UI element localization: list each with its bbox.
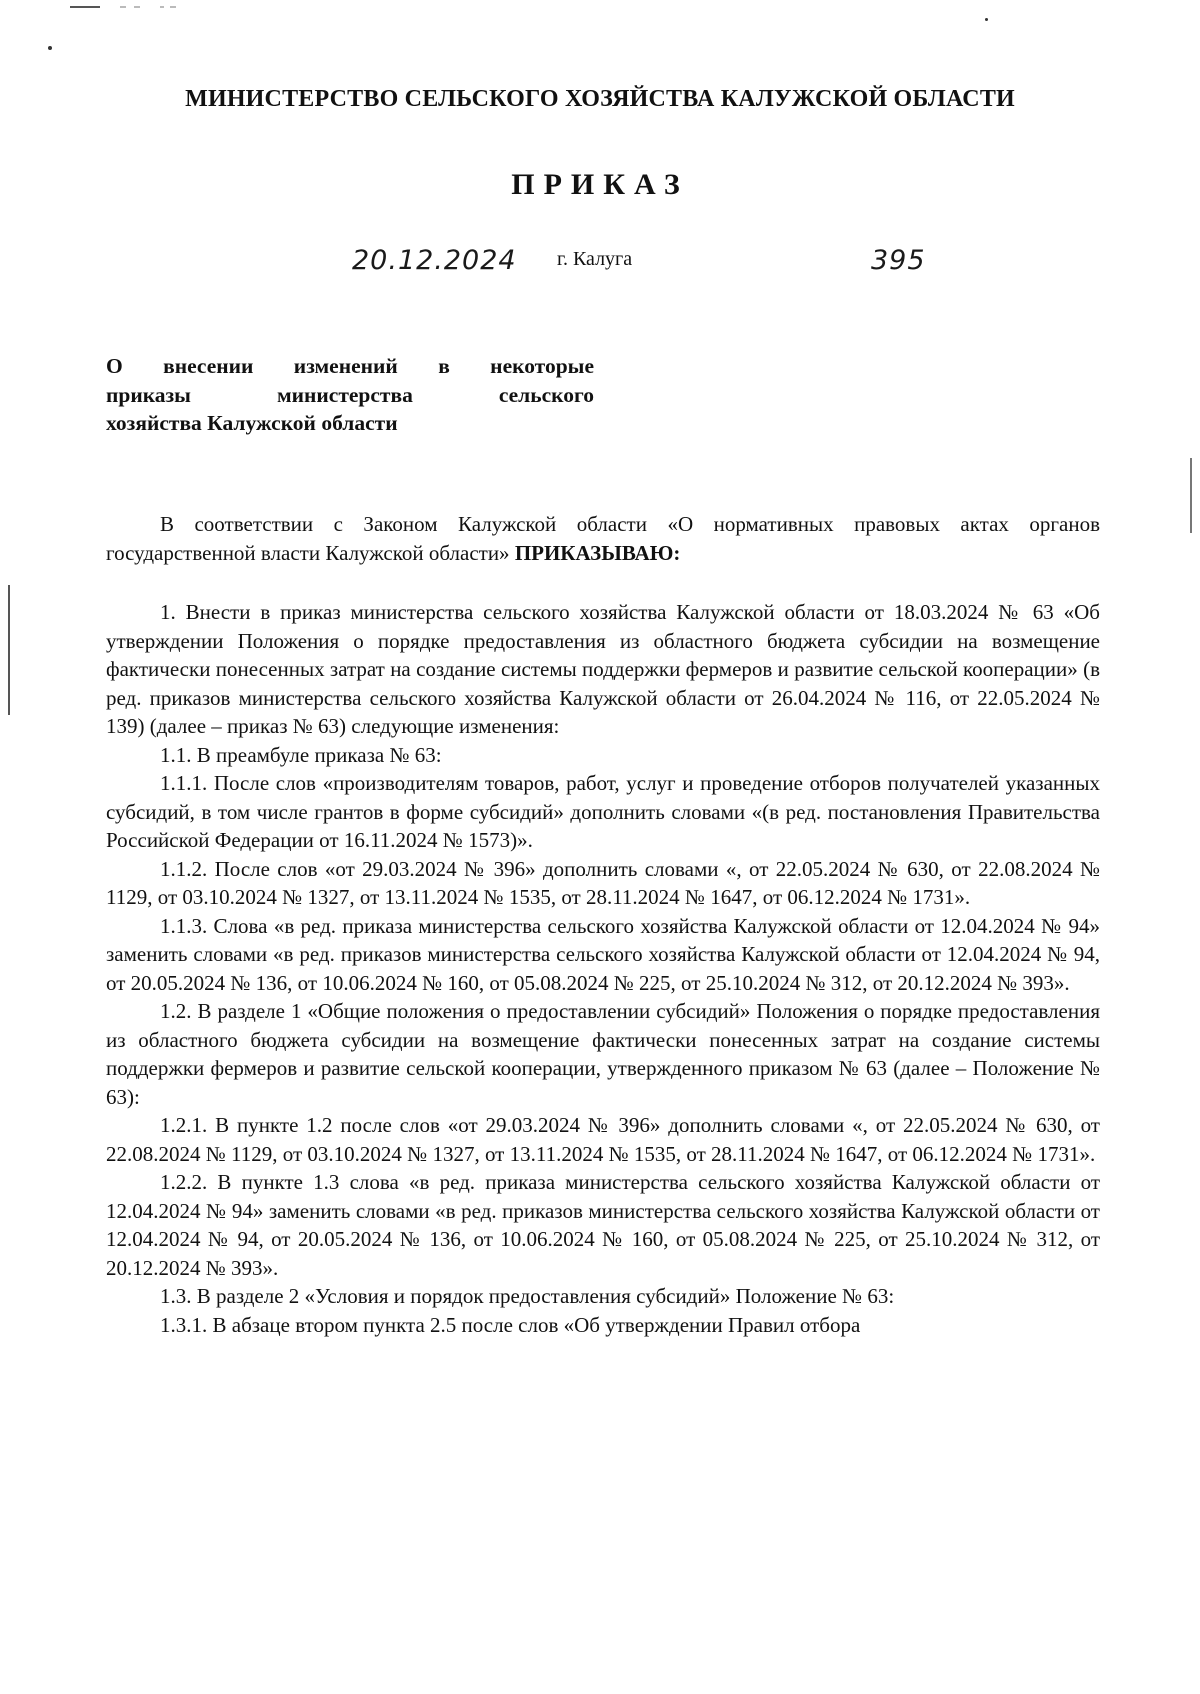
subject-line: О внесении изменений в некоторые xyxy=(106,354,594,378)
scan-speck xyxy=(985,18,988,21)
handwritten-date: 20.12.2024 xyxy=(352,245,517,276)
paragraph-1-2-1: 1.2.1. В пункте 1.2 после слов «от 29.03.2024 № 396» дополнить словами «, от 22.05.2024 № 630, от 22.08.2024 № 1129, от 03.10.2024 № 1327, от 13.11.2024 № 1535, от 28.11.2024 № 1647, от 06.12.2024 № 1731». xyxy=(106,1113,1100,1166)
paragraph-1-1-1: 1.1.1. После слов «производителям товаров, работ, услуг и проведение отборов получателей указанных субсидий, в том числе грантов в форме субсидий» дополнить словами «(в ред. постановления Правительства Российской Федерации от 16.11.2024 № 1573)». xyxy=(106,771,1100,852)
document-type-title: ПРИКАЗ xyxy=(511,168,689,201)
paragraph-1-3-1: 1.3.1. В абзаце втором пункта 2.5 после слов «Об утверждении Правил отбора xyxy=(160,1312,861,1337)
scan-edge-line xyxy=(1190,458,1192,533)
city: г. Калуга xyxy=(557,248,633,270)
order-subject xyxy=(106,352,594,438)
preamble xyxy=(106,510,1100,567)
scan-edge-line xyxy=(8,585,10,715)
paragraph-1: 1. Внести в приказ министерства сельского хозяйства Калужской области от 18.03.2024 № 63 «Об утверждении Положения о порядке предоставления из областного бюджета субсидии на возмещение фактически понесенных затрат на создание системы поддержки фермеров и развитие сельской кооперации» (в ред. приказов министерства сельского хозяйства Калужской области от 26.04.2024 № 116, от 22.05.2024 № 139) (далее – приказ № 63) следующие изменения: xyxy=(106,600,1100,738)
preamble-text: В соответствии с Законом Калужской области «О нормативных правовых актах органов государственной власти Калужской области» xyxy=(106,512,1100,565)
scan-speck xyxy=(48,46,52,50)
paragraph-1-2-2: 1.2.2. В пункте 1.3 слова «в ред. приказа министерства сельского хозяйства Калужской области от 12.04.2024 № 94» заменить словами «в ред. приказов министерства сельского хозяйства Калужской области от 12.04.2024 № 94, от 20.05.2024 № 136, от 10.06.2024 № 160, от 05.08.2024 № 225, от 25.10.2024 № 312, от 20.12.2024 № 393». xyxy=(106,1170,1100,1280)
order-verb: ПРИКАЗЫВАЮ: xyxy=(514,540,681,565)
paragraph-1-1-2: 1.1.2. После слов «от 29.03.2024 № 396» дополнить словами «, от 22.05.2024 № 630, от 22.08.2024 № 1129, от 03.10.2024 № 1327, от 13.11.2024 № 1535, от 28.11.2024 № 1647, от 06.12.2024 № 1731». xyxy=(106,856,1100,909)
paragraph-1-3: 1.3. В разделе 2 «Условия и порядок предоставления субсидий» Положение № 63: xyxy=(160,1284,895,1308)
paragraph-1-1: 1.1. В преамбуле приказа № 63: xyxy=(160,742,442,767)
scan-artifact xyxy=(60,4,200,10)
subject-line: хозяйства Калужской области xyxy=(106,411,398,435)
subject-line: приказы министерства сельского xyxy=(106,382,594,407)
paragraph-1-2: 1.2. В разделе 1 «Общие положения о предоставлении субсидий» Положения о порядке предоставления из областного бюджета субсидии на возмещение фактически понесенных затрат на создание системы поддержки фермеров и развитие сельской кооперации, утвержденного приказом № 63 (далее – Положение № 63): xyxy=(106,999,1100,1109)
order-body xyxy=(106,510,1100,1339)
paragraph-1-1-3: 1.1.3. Слова «в ред. приказа министерства сельского хозяйства Калужской области от 12.04.2024 № 94» заменить словами «в ред. приказов министерства сельского хозяйства Калужской области от 12.04.2024 № 94, от 20.05.2024 № 136, от 10.06.2024 № 160, от 05.08.2024 № 225, от 25.10.2024 № 312, от 20.12.2024 № 393». xyxy=(106,913,1100,995)
handwritten-order-number: 395 xyxy=(871,245,926,276)
ministry-name: МИНИСТЕРСТВО СЕЛЬСКОГО ХОЗЯЙСТВА КАЛУЖСКОЙ ОБЛАСТИ xyxy=(185,86,1015,112)
